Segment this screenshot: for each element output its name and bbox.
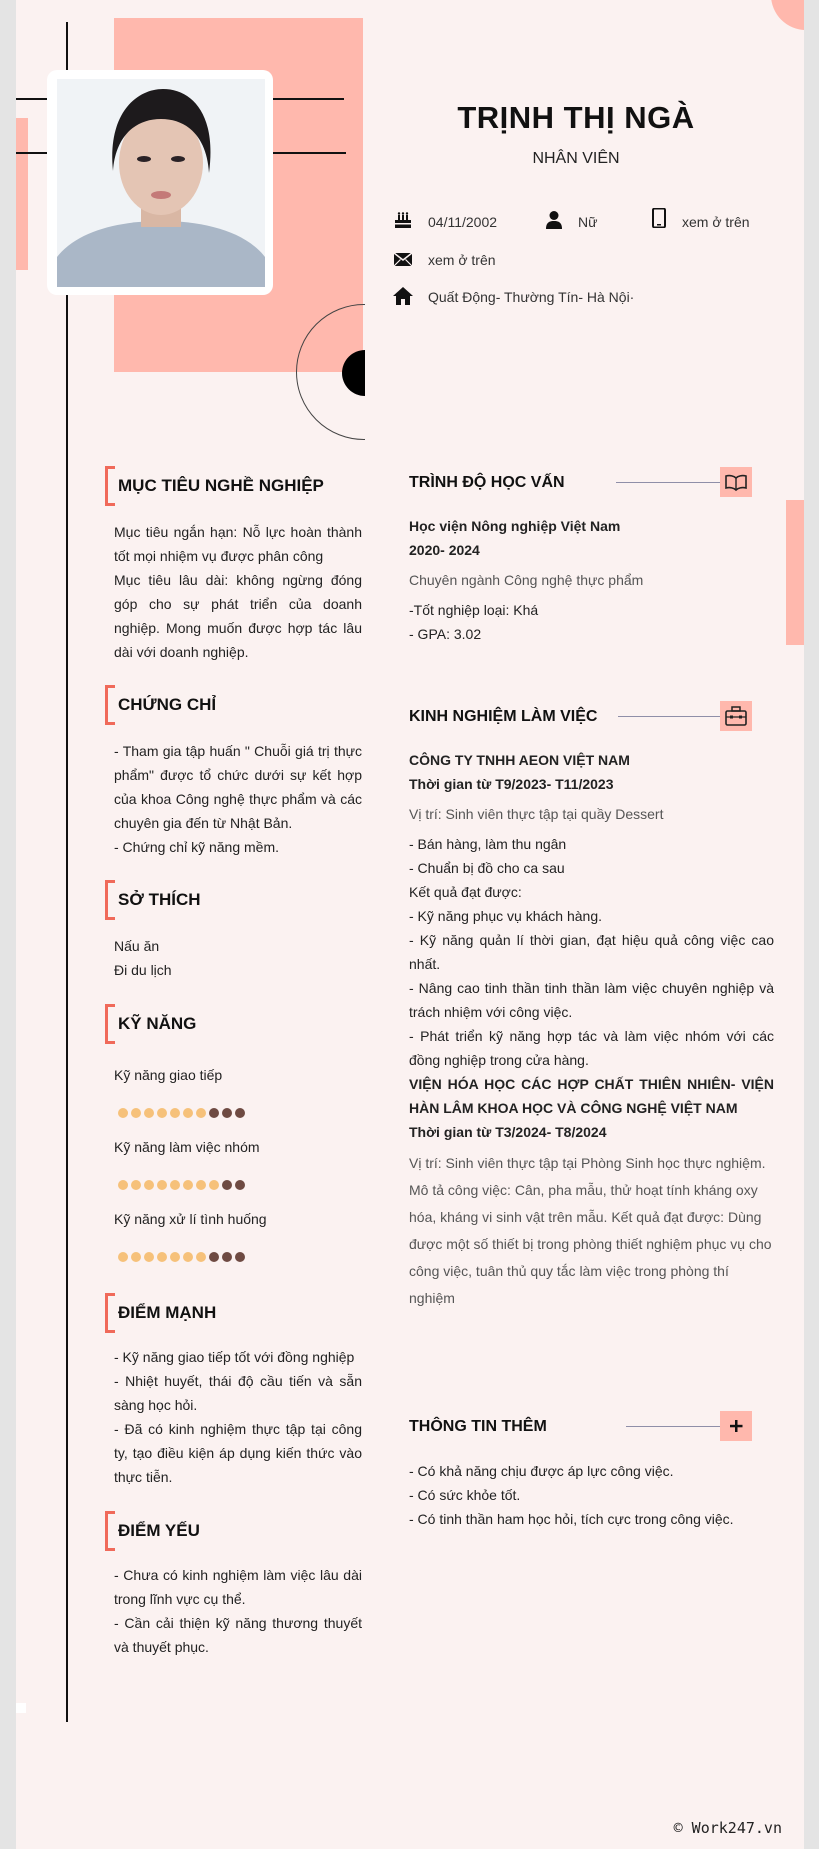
strengths-bracket xyxy=(105,1293,115,1333)
education-icon-box xyxy=(720,467,752,497)
right-pink-strip xyxy=(786,500,804,645)
rating-dot-filled xyxy=(131,1180,141,1190)
hobby-item: Nấu ăn xyxy=(114,938,160,954)
rating-dot-filled xyxy=(170,1108,180,1118)
rating-dot-filled xyxy=(183,1252,193,1262)
job-company: VIỆN HÓA HỌC CÁC HỢP CHẤT THIÊN NHIÊN- VIỆN HÀN LÂM KHOA HỌC VÀ CÔNG NGHỆ VIỆT NAM xyxy=(409,1076,774,1116)
plus-icon xyxy=(720,1411,752,1441)
certificate-item: - Tham gia tập huấn " Chuỗi giá trị thực phẩm" được tổ chức dưới sự kết hợp của khoa Công nghệ thực phẩm và các chuyên gia đến từ Nhật Bản. xyxy=(114,743,362,831)
skill-name: Kỹ năng giao tiếp xyxy=(114,1067,223,1083)
rating-dot-filled xyxy=(118,1180,128,1190)
job-line: - Phát triển kỹ năng hợp tác và làm việc nhóm với các đồng nghiệp trong cửa hàng. xyxy=(409,1028,774,1068)
certificates-text xyxy=(114,739,362,859)
book-icon xyxy=(720,467,752,497)
candidate-name: TRỊNH THỊ NGÀ xyxy=(457,100,695,135)
rating-dot-filled xyxy=(209,1180,219,1190)
rating-dot-filled xyxy=(183,1180,193,1190)
candidate-role: NHÂN VIÊN xyxy=(532,150,620,167)
profile-photo xyxy=(57,79,265,287)
phone-text: xem ở trên xyxy=(682,214,750,230)
experience-body xyxy=(409,748,774,1312)
weakness-item: - Chưa có kinh nghiệm làm việc lâu dài trong lĩnh vực cụ thể. xyxy=(114,1567,362,1607)
rating-dot-empty xyxy=(235,1108,245,1118)
rating-dot-filled xyxy=(118,1252,128,1262)
rating-dot-filled xyxy=(144,1180,154,1190)
birthday-text: 04/11/2002 xyxy=(428,214,498,230)
objective-short: Mục tiêu ngắn hạn: Nỗ lực hoàn thành tốt mọi nhiệm vụ được phân công xyxy=(114,524,362,564)
experience-rule xyxy=(618,716,736,717)
education-rule xyxy=(616,482,736,483)
job-line: - Kỹ năng quản lí thời gian, đạt hiệu quả công việc cao nhất. xyxy=(409,932,774,972)
job-line: - Nâng cao tinh thần tinh thần làm việc chuyên nghiệp và trách nhiệm với công việc. xyxy=(409,980,774,1020)
cake-icon xyxy=(393,210,413,230)
address-text: Quất Động- Thường Tín- Hà Nội· xyxy=(428,289,635,305)
job-company: CÔNG TY TNHH AEON VIỆT NAM xyxy=(409,752,630,768)
briefcase-icon xyxy=(720,701,752,731)
rating-dot-empty xyxy=(209,1108,219,1118)
weakness-item: - Cần cải thiện kỹ năng thương thuyết và thuyết phục. xyxy=(114,1615,362,1655)
strengths-title: ĐIỂM MẠNH xyxy=(118,1303,217,1322)
corner-circle xyxy=(771,0,804,30)
extra-item: - Có tinh thần ham học hỏi, tích cực trong công việc. xyxy=(409,1511,734,1527)
skill-rating xyxy=(118,1108,248,1120)
rating-dot-empty xyxy=(222,1108,232,1118)
job-position: Vị trí: Sinh viên thực tập tại Phòng Sinh học thực nghiệm. Mô tả công việc: Cân, pha mẫu, thử hoạt tính kháng oxy hóa, kháng vi sinh vật trên mẫu. Kết quả đạt được: Dùng được một số thiết bị trong phòng thiết nghiệm phục vụ cho công việc, tuân thủ quy tắc làm việc trong phòng thí nghiệm xyxy=(409,1155,772,1306)
cv-page xyxy=(16,0,804,1849)
hobbies-title: SỞ THÍCH xyxy=(118,890,201,909)
experience-title: KINH NGHIỆM LÀM VIỆC xyxy=(409,708,598,725)
certificates-bracket xyxy=(105,685,115,725)
strength-item: - Kỹ năng giao tiếp tốt với đồng nghiệp xyxy=(114,1349,355,1365)
education-detail: - GPA: 3.02 xyxy=(409,626,482,642)
objective-long: Mục tiêu lâu dài: không ngừng đóng góp cho sự phát triển của doanh nghiệp. Mong muốn được hợp tác lâu dài với doanh nghiệp. xyxy=(114,572,362,660)
skill-rating xyxy=(118,1180,248,1192)
skill-name: Kỹ năng làm việc nhóm xyxy=(114,1139,260,1155)
rating-dot-empty xyxy=(222,1252,232,1262)
small-white-square xyxy=(16,1703,26,1713)
experience-icon-box xyxy=(720,701,752,731)
rating-dot-empty xyxy=(235,1252,245,1262)
person-icon xyxy=(544,210,564,230)
education-title: TRÌNH ĐỘ HỌC VẤN xyxy=(409,474,565,491)
rating-dot-filled xyxy=(196,1108,206,1118)
hobby-item: Đi du lịch xyxy=(114,962,172,978)
job-line: - Bán hàng, làm thu ngân xyxy=(409,836,567,852)
rating-dot-empty xyxy=(209,1252,219,1262)
rating-dot-filled xyxy=(183,1108,193,1118)
rating-dot-filled xyxy=(196,1252,206,1262)
strength-item: - Đã có kinh nghiệm thực tập tại công ty, tạo điều kiện áp dụng kiến thức vào thực tiễn. xyxy=(114,1421,362,1485)
school-name: Học viện Nông nghiệp Việt Nam xyxy=(409,518,621,534)
job-position: Vị trí: Sinh viên thực tập tại quầy Dessert xyxy=(409,806,664,822)
email-text: xem ở trên xyxy=(428,252,496,268)
rating-dot-filled xyxy=(144,1108,154,1118)
hobbies-bracket xyxy=(105,880,115,920)
rating-dot-filled xyxy=(157,1252,167,1262)
education-detail: -Tốt nghiệp loại: Khá xyxy=(409,602,539,618)
job-line: - Kỹ năng phục vụ khách hàng. xyxy=(409,908,603,924)
education-major: Chuyên ngành Công nghệ thực phẩm xyxy=(409,572,644,588)
rating-dot-filled xyxy=(170,1180,180,1190)
strength-item: - Nhiệt huyết, thái độ cầu tiến và sẵn sàng học hỏi. xyxy=(114,1373,362,1413)
certificate-item: - Chứng chỉ kỹ năng mềm. xyxy=(114,839,279,855)
skill-rating xyxy=(118,1252,248,1264)
rating-dot-filled xyxy=(170,1252,180,1262)
skills-title: KỸ NĂNG xyxy=(118,1014,197,1033)
weaknesses-text xyxy=(114,1563,362,1659)
left-pink-strip xyxy=(16,118,28,270)
education-body xyxy=(409,514,774,646)
skills-bracket xyxy=(105,1004,115,1044)
rating-dot-empty xyxy=(222,1180,232,1190)
job-line: - Chuẩn bị đồ cho ca sau xyxy=(409,860,565,876)
rating-dot-filled xyxy=(196,1180,206,1190)
weaknesses-bracket xyxy=(105,1511,115,1551)
extra-item: - Có sức khỏe tốt. xyxy=(409,1487,521,1503)
job-period: Thời gian từ T9/2023- T11/2023 xyxy=(409,776,614,792)
objective-title: MỤC TIÊU NGHỀ NGHIỆP xyxy=(118,476,324,495)
rating-dot-filled xyxy=(131,1252,141,1262)
rating-dot-empty xyxy=(235,1180,245,1190)
home-icon xyxy=(393,286,413,306)
rating-dot-filled xyxy=(157,1180,167,1190)
job-period: Thời gian từ T3/2024- T8/2024 xyxy=(409,1124,607,1140)
rating-dot-filled xyxy=(157,1108,167,1118)
certificates-title: CHỨNG CHỈ xyxy=(118,695,217,714)
education-period: 2020- 2024 xyxy=(409,542,480,558)
extra-title: THÔNG TIN THÊM xyxy=(409,1418,547,1435)
rating-dot-filled xyxy=(131,1108,141,1118)
footer-watermark: © Work247.vn xyxy=(673,1819,782,1837)
hobbies-text xyxy=(114,934,362,982)
rating-dot-filled xyxy=(118,1108,128,1118)
phone-icon xyxy=(649,208,669,228)
objective-bracket xyxy=(105,466,115,506)
weaknesses-title: ĐIỂM YẾU xyxy=(118,1521,200,1540)
strengths-text xyxy=(114,1345,362,1489)
envelope-icon xyxy=(393,249,413,269)
rating-dot-filled xyxy=(144,1252,154,1262)
skill-name: Kỹ năng xử lí tình huống xyxy=(114,1211,267,1227)
gender-text: Nữ xyxy=(578,214,598,230)
extra-icon-box xyxy=(720,1411,752,1441)
extra-body xyxy=(409,1459,774,1531)
job-line: Kết quả đạt được: xyxy=(409,884,522,900)
objective-text xyxy=(114,520,362,664)
extra-item: - Có khả năng chịu được áp lực công việc. xyxy=(409,1463,674,1479)
